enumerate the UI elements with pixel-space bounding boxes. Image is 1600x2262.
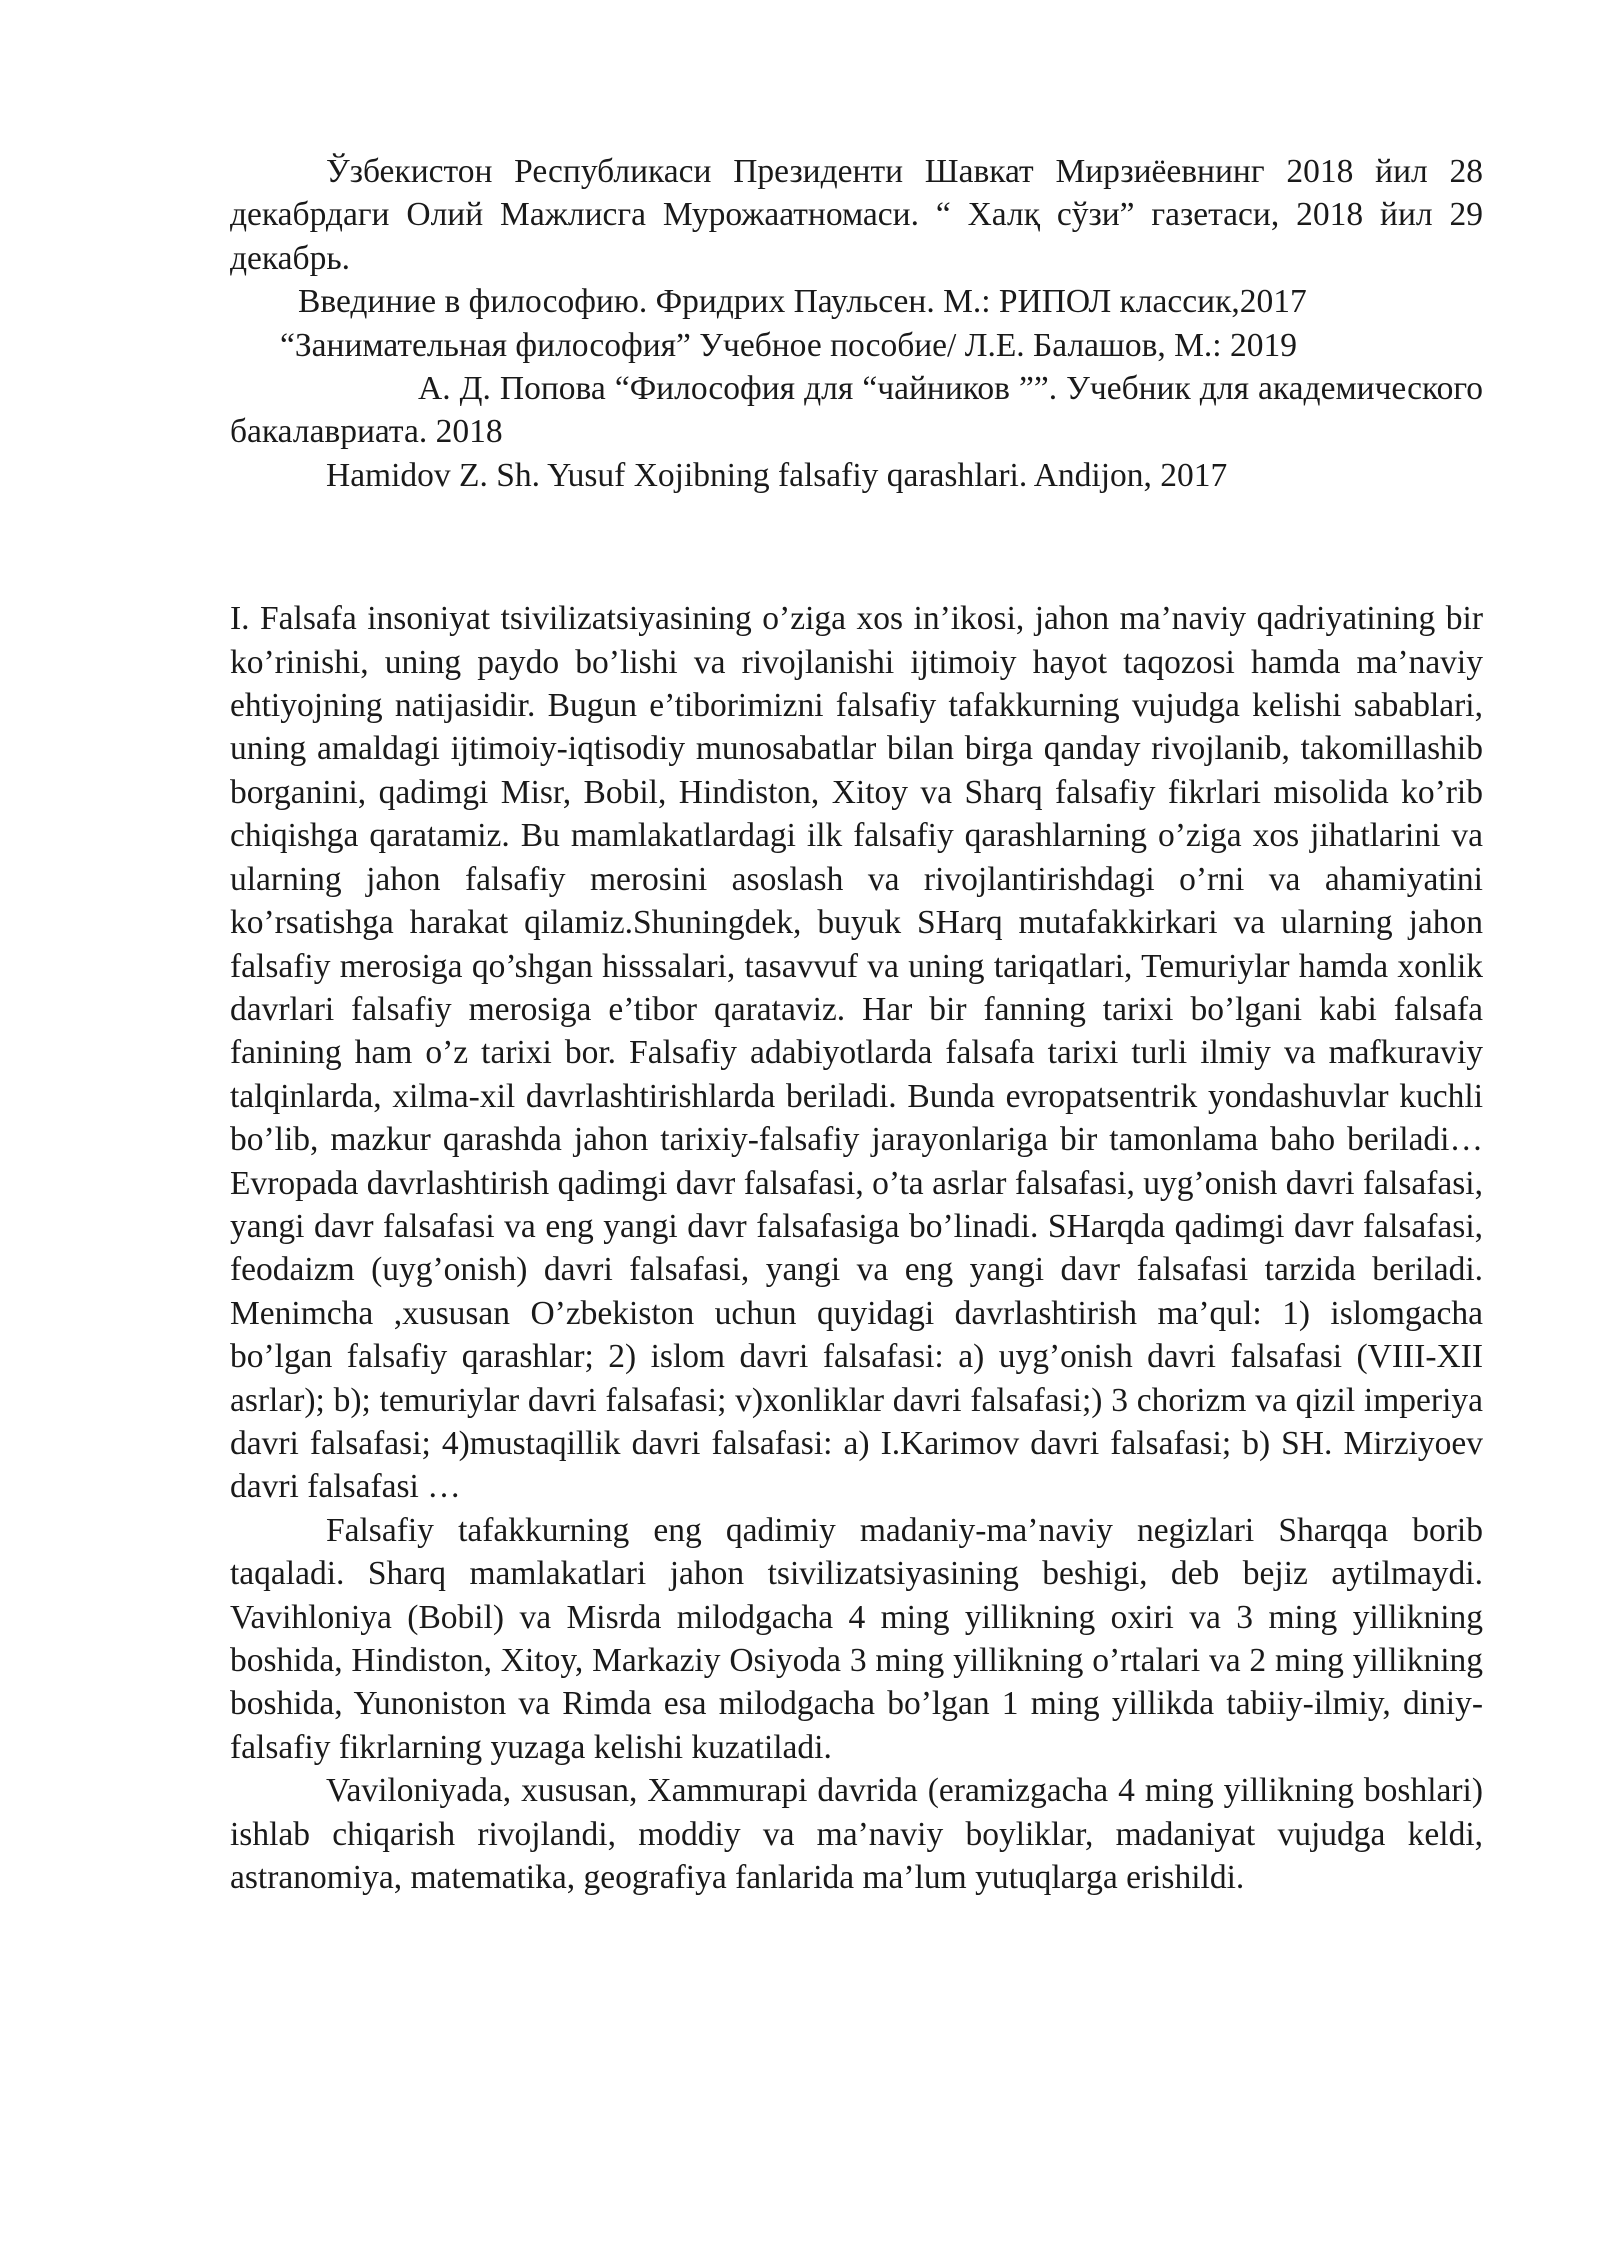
section-gap — [230, 497, 1483, 597]
reference-5: Hamidov Z. Sh. Yusuf Xojibning falsafiy qarashlari. Andijon, 2017 — [326, 456, 1228, 494]
reference-4: А. Д. Попова “Философия для “чайников ””. Учебник для академического бакалавриата. 2018 — [230, 370, 1483, 451]
reference-1: Ўзбекистон Республикаси Президенти Шавкат Мирзиёевнинг 2018 йил 28 декабрдаги Олий Мажлисга Мурожаатномаси. “ Халқ сўзи” газетаси, 2018 йил 29 декабрь. — [230, 153, 1483, 277]
body-paragraph-3: Vaviloniyada, xususan, Xammurapi davrida (eramizgacha 4 ming yillikning boshlari) ishlab chiqarish rivojlandi, moddiy va ma’naviy boyliklar, madaniyat vujudga keldi, astranomiya, matematika, geografiya fanlarida ma’lum yutuqlarga erishildi. — [230, 1772, 1483, 1897]
reference-2: Введиние в философию. Фридрих Паульсен. М.: РИПОЛ классик,2017 — [298, 283, 1307, 321]
page-content — [230, 150, 1483, 1899]
body-paragraph-1: I. Falsafa insoniyat tsivilizatsiyasining o’ziga xos in’ikosi, jahon ma’naviy qadriyatining bir ko’rinishi, uning paydo bo’lishi va rivojlanishi ijtimoiy hayot taqozosi hamda ma’naviy ehtiyojning natijasidir. Bugun e’tiborimizni falsafiy tafakkurning vujudga kelishi sabablari, uning amaldagi ijtimoiy-iqtisodiy munosabatlar bilan birga qanday rivojlanib, takomillashib borganini, qadimgi Misr, Bobil, Hindiston, Xitoy va Sharq falsafiy fikrlari misolida ko’rib chiqishga qaratamiz. Bu mamlakatlardagi ilk falsafiy qarashlarning o’ziga xos jihatlarini va ularning jahon falsafiy merosini asoslash va rivojlantirishdagi o’rni va ahamiyatini ko’rsatishga harakat qilamiz.Shuningdek, buyuk SHarq mutafakkirkari va ularning jahon falsafiy merosiga qo’shgan hisssalari, tasavvuf va uning tariqatlari, Temuriylar hamda xonlik davrlari falsafiy merosiga e’tibor qarataviz. Har bir fanning tarixi bo’lgani kabi falsafa fanining ham o’z tarixi bor. Falsafiy adabiyotlarda falsafa tarixi turli ilmiy va mafkuraviy talqinlarda, xilma-xil davrlashtirishlarda beriladi. Bunda evropatsentrik yondashuvlar kuchli bo’lib, mazkur qarashda jahon tarixiy-falsafiy jarayonlariga bir tamonlama baho beriladi… Evropada davrlashtirish qadimgi davr falsafasi, o’ta asrlar falsafasi, uyg’onish davri falsafasi, yangi davr falsafasi va eng yangi davr falsafasiga bo’linadi. SHarqda qadimgi davr falsafasi, feodaizm (uyg’onish) davri falsafasi, yangi va eng yangi davr falsafasi tarzida beriladi. Menimcha ,xususan O’zbekiston uchun quyidagi davrlashtirish ma’qul: 1) islomgacha bo’lgan falsafiy qarashlar; 2) islom davri falsafasi: a) uyg’onish davri falsafasi (VIII-XII asrlar); b); temuriylar davri falsafasi; v)xonliklar davri falsafasi;) 3 chorizm va qizil imperiya davri falsafasi; 4)mustaqillik davri falsafasi: a) I.Karimov davri falsafasi; b) SH. Mirziyoev davri falsafasi … — [230, 600, 1483, 1506]
reference-3: “Занимательная философия” Учебное пособие/ Л.Е. Балашов, М.: 2019 — [280, 326, 1297, 364]
body-paragraph-2: Falsafiy tafakkurning eng qadimiy madaniy-ma’naviy negizlari Sharqqa borib taqaladi. Sharq mamlakatlari jahon tsivilizatsiyasining beshigi, deb bejiz aytilmaydi. Vavihloniya (Bobil) va Misrda milodgacha 4 ming yillikning oxiri va 3 ming yillikning boshida, Hindiston, Xitoy, Markaziy Osiyoda 3 ming yillikning o’rtalari va 2 ming yillikning boshida, Yunoniston va Rimda esa milodgacha bo’lgan 1 ming yillikda tabiiy-ilmiy, diniy-falsafiy fikrlarning yuzaga kelishi kuzatiladi. — [230, 1511, 1483, 1766]
